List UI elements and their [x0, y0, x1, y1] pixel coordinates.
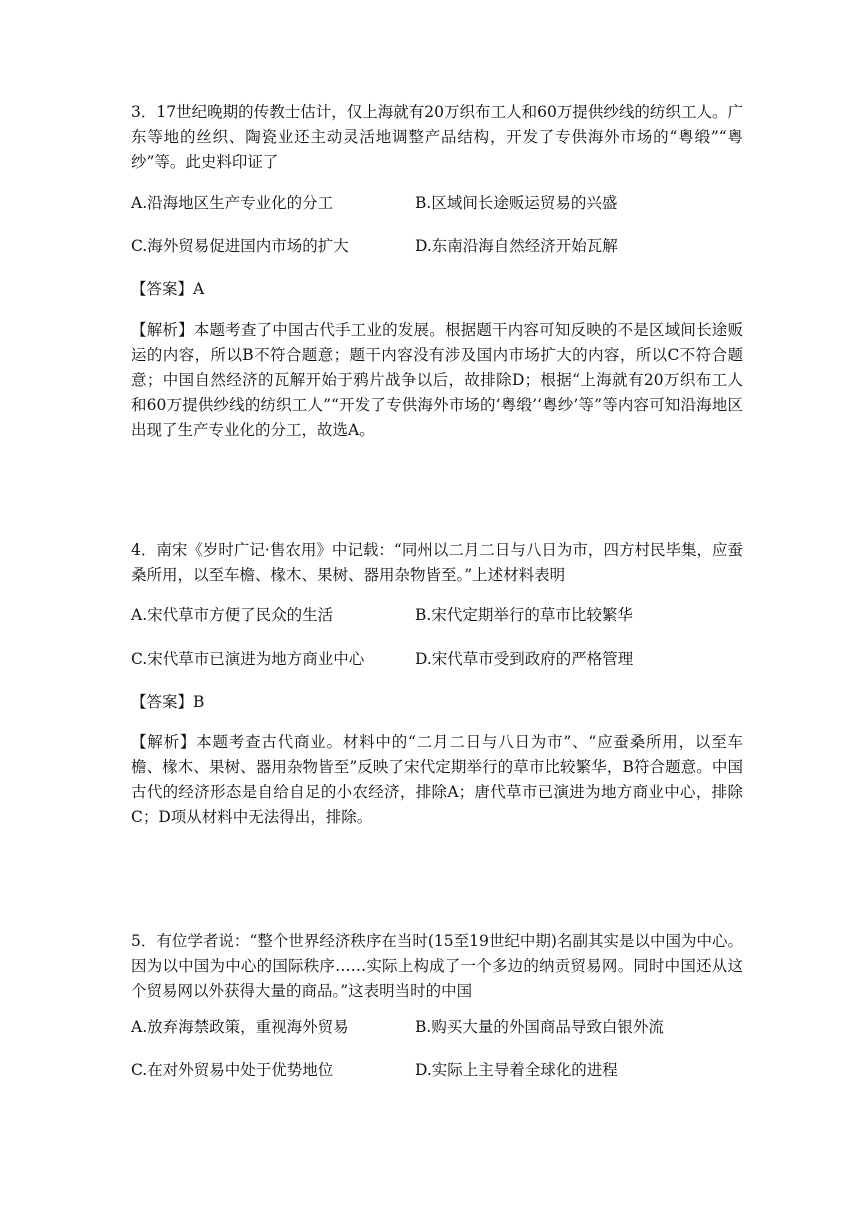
question-5-options-row-2 — [131, 1058, 743, 1082]
option-d: D.东南沿海自然经济开始瓦解 — [415, 237, 618, 255]
option-c: C.在对外贸易中处于优势地位 — [131, 1061, 334, 1079]
question-3-options-row-1 — [131, 191, 743, 215]
question-3-stem — [131, 100, 743, 175]
option-a: A.宋代草市方便了民众的生活 — [131, 606, 334, 624]
option-d: D.宋代草市受到政府的严格管理 — [415, 650, 634, 668]
option-b: B.宋代定期举行的草市比较繁华 — [415, 606, 633, 624]
question-3-answer: 【答案】A — [131, 280, 205, 298]
question-5-stem — [131, 929, 743, 1004]
question-4-answer: 【答案】B — [131, 693, 205, 711]
analysis-text: 【解析】本题考查了中国古代手工业的发展。根据题干内容可知反映的不是区域间长途贩运的内容，所以B不符合题意；题干内容没有涉及国内市场扩大的内容，所以C不符合题意；中国自然经济的瓦解开始于鸦片战争以后，故排除D；根据“上海就有20万织布工人和60万提供纱线的纺织工人”“开发了专供海外市场的‘粤缎’‘粤纱’等”等内容可知沿海地区出现了生产专业化的分工，故选A。 — [131, 321, 743, 439]
question-4-options-row-1 — [131, 603, 743, 627]
question-3-options-row-2 — [131, 234, 743, 258]
option-d: D.实际上主导着全球化的进程 — [415, 1061, 618, 1079]
analysis-text: 【解析】本题考查古代商业。材料中的“二月二日与八日为市”、“应蚕桑所用，以至车檐、椽木、果树、器用杂物皆至”反映了宋代定期举行的草市比较繁华，B符合题意。中国古代的经济形态是自给自足的小农经济，排除A；唐代草市已演进为地方商业中心，排除C；D项从材料中无法得出，排除。 — [131, 733, 743, 826]
option-b: B.区域间长途贩运贸易的兴盛 — [415, 194, 618, 212]
question-4-options-row-2 — [131, 647, 743, 671]
question-4-analysis — [131, 730, 743, 830]
question-stem-text: 5．有位学者说：“整个世界经济秩序在当时(15至19世纪中期)名副其实是以中国为中心。因为以中国为中心的国际秩序……实际上构成了一个多边的纳贡贸易网。同时中国还从这个贸易网以外获得大量的商品。”这表明当时的中国 — [131, 932, 743, 1000]
option-b: B.购买大量的外国商品导致白银外流 — [415, 1018, 664, 1036]
option-c: C.海外贸易促进国内市场的扩大 — [131, 237, 349, 255]
question-stem-text: 3．17世纪晚期的传教士估计，仅上海就有20万织布工人和60万提供纱线的纺织工人。广东等地的丝织、陶瓷业还主动灵活地调整产品结构，开发了专供海外市场的“粤缎”“粤纱”等。此史料印证了 — [131, 103, 743, 171]
option-a: A.沿海地区生产专业化的分工 — [131, 194, 334, 212]
question-5-options-row-1 — [131, 1015, 743, 1039]
option-c: C.宋代草市已演进为地方商业中心 — [131, 650, 365, 668]
question-4-stem — [131, 538, 743, 588]
question-stem-text: 4．南宋《岁时广记·售农用》中记载：“同州以二月二日与八日为市，四方村民毕集，应蚕桑所用，以至车檐、椽木、果树、器用杂物皆至。”上述材料表明 — [131, 541, 743, 584]
question-3-analysis — [131, 318, 743, 443]
option-a: A.放弃海禁政策，重视海外贸易 — [131, 1018, 349, 1036]
